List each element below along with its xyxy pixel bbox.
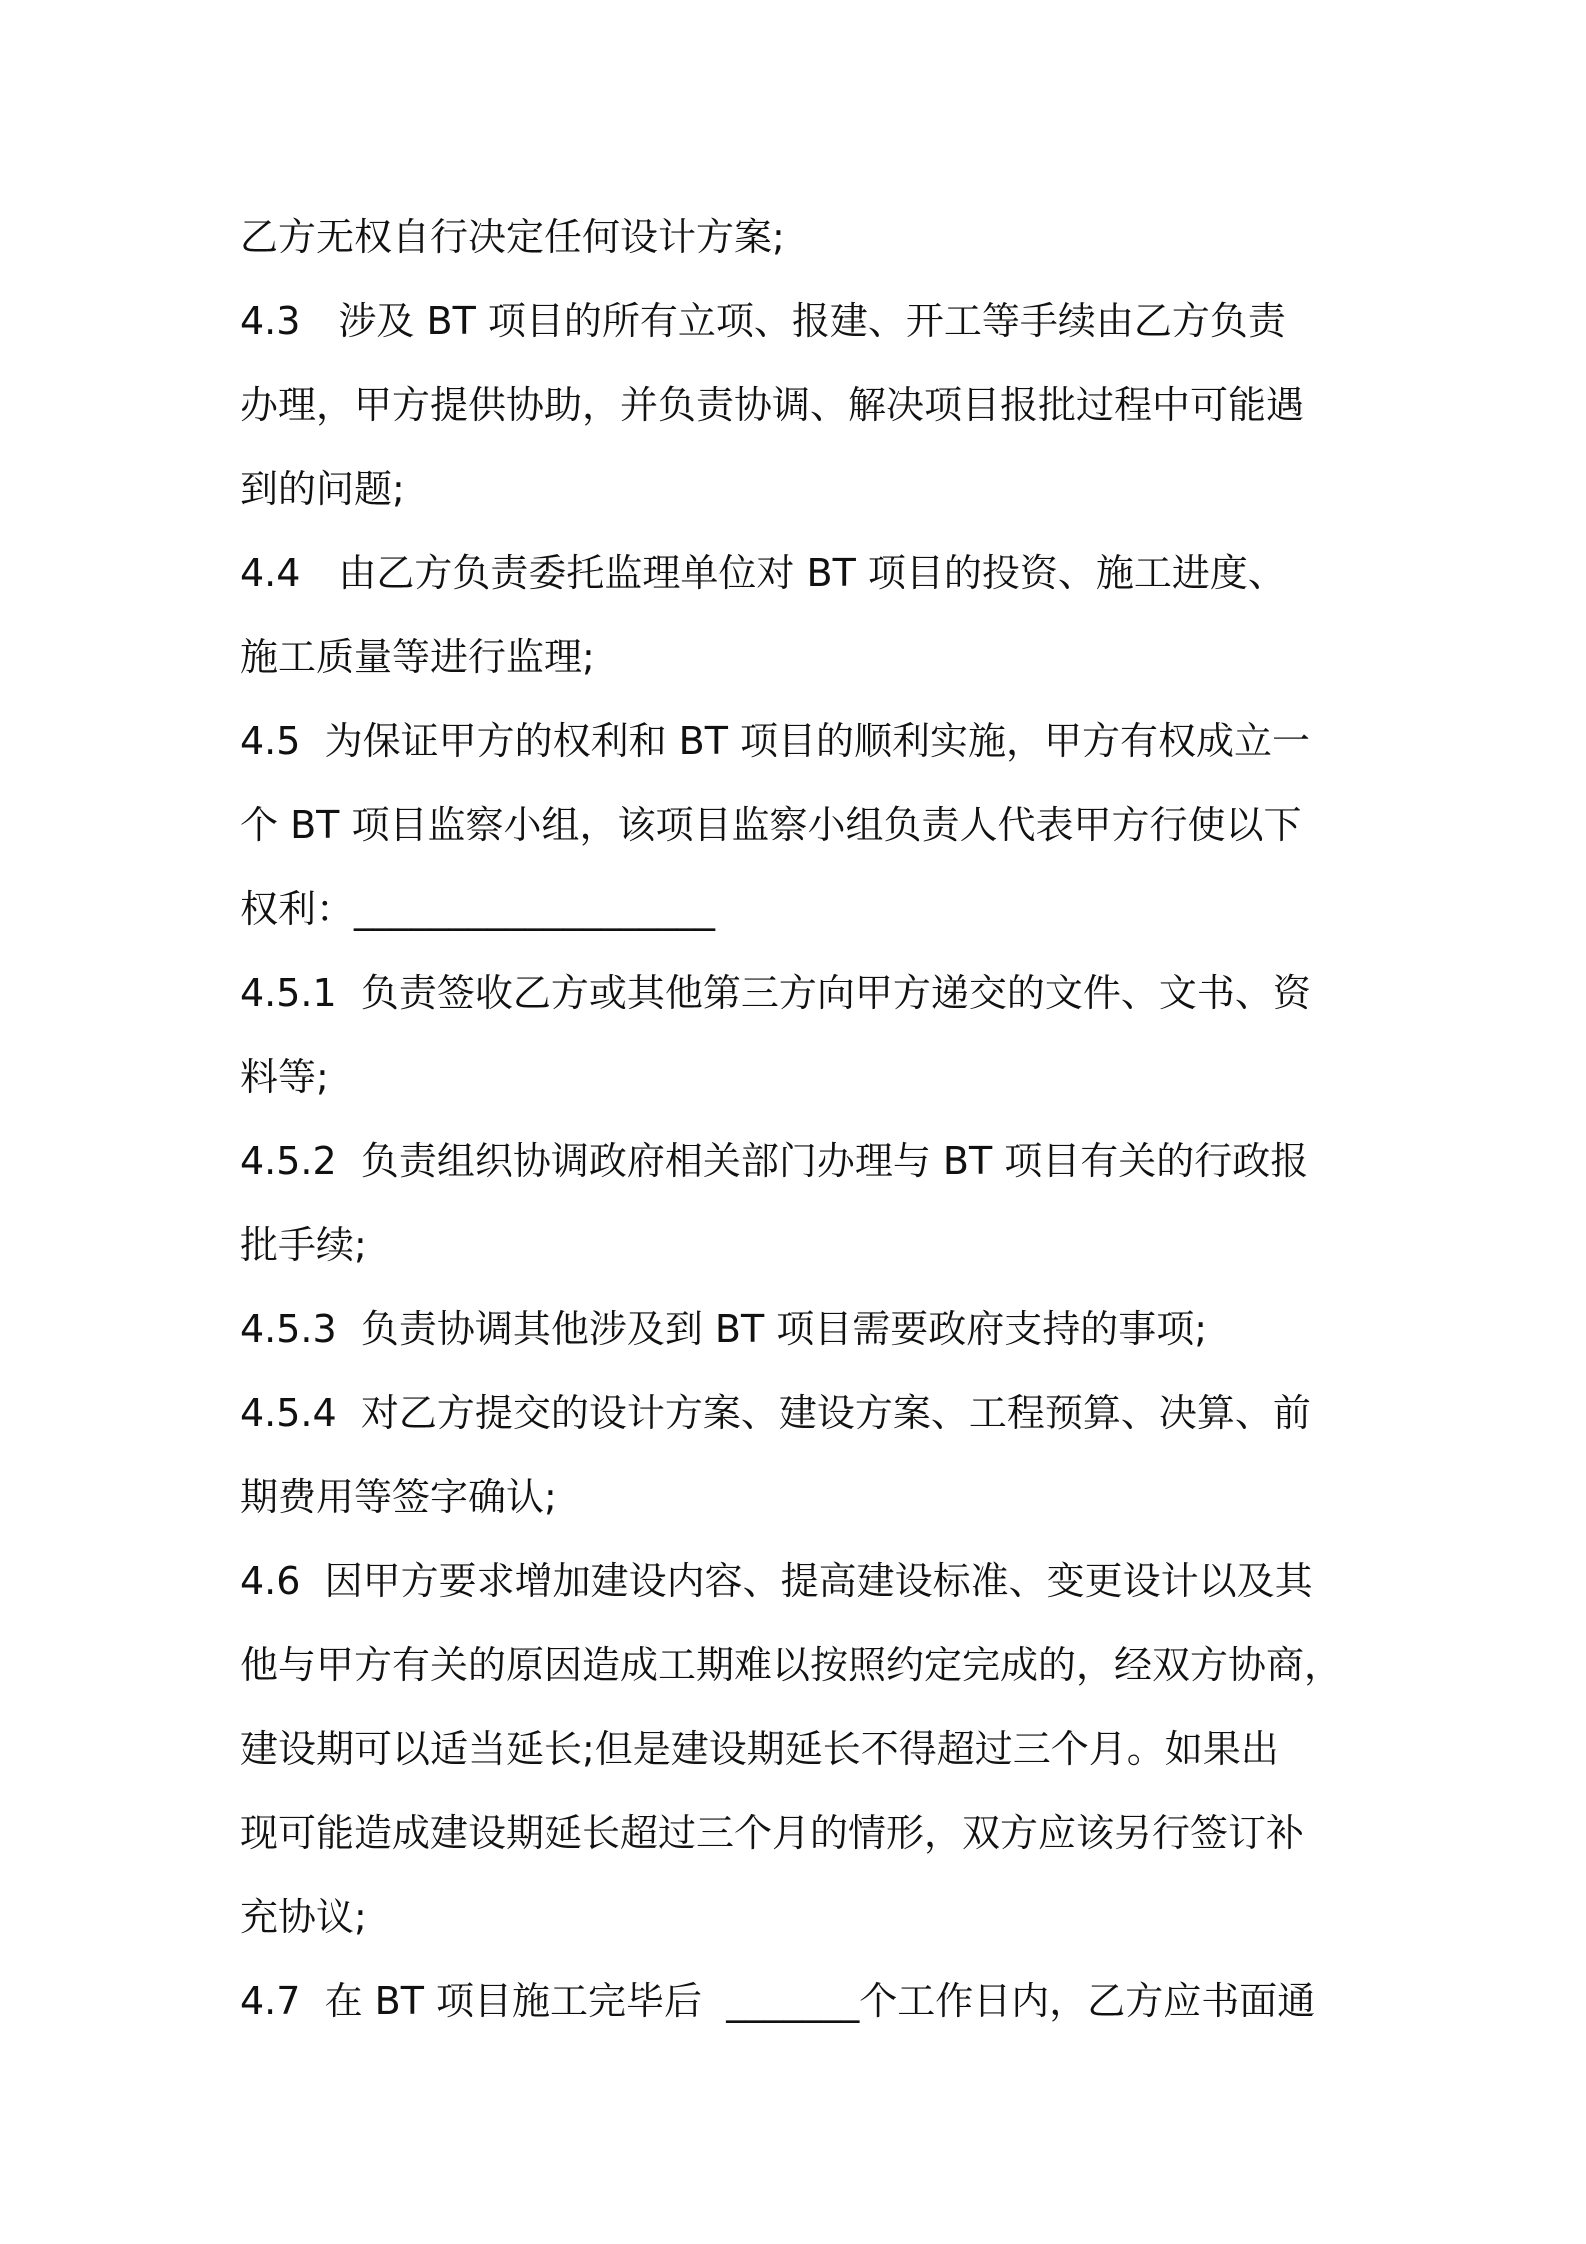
contract-text — [240, 195, 1365, 2043]
text-line-with-blank: 权利：___________________ — [240, 887, 716, 931]
clause-4-5-line: 4.5 为保证甲方的权利和 BT 项目的顺利实施，甲方有权成立一 — [240, 719, 1311, 763]
clause-4-5-4-line: 4.5.4 对乙方提交的设计方案、建设方案、工程预算、决算、前 — [240, 1391, 1311, 1435]
clause-4-5-2-line: 4.5.2 负责组织协调政府相关部门办理与 BT 项目有关的行政报 — [240, 1139, 1309, 1183]
clause-4-4-line: 4.4 由乙方负责委托监理单位对 BT 项目的投资、施工进度、 — [240, 551, 1286, 595]
clause-4-5-1-line: 4.5.1 负责签收乙方或其他第三方向甲方递交的文件、文书、资 — [240, 971, 1311, 1015]
clause-4-3-line: 4.3 涉及 BT 项目的所有立项、报建、开工等手续由乙方负责 — [240, 299, 1286, 343]
text-line: 料等; — [240, 1055, 329, 1099]
text-line: 个 BT 项目监察小组，该项目监察小组负责人代表甲方行使以下 — [240, 803, 1302, 847]
text-line: 施工质量等进行监理; — [240, 635, 595, 679]
text-line: 充协议; — [240, 1895, 367, 1939]
text-line: 办理，甲方提供协助，并负责协调、解决项目报批过程中可能遇 — [240, 383, 1305, 427]
clause-4-6-line: 4.6 因甲方要求增加建设内容、提高建设标准、变更设计以及其 — [240, 1559, 1313, 1603]
clause-4-7-line: 4.7 在 BT 项目施工完毕后 _______个工作日内，乙方应书面通 — [240, 1979, 1316, 2023]
text-line: 期费用等签字确认; — [240, 1475, 557, 1519]
text-line: 批手续; — [240, 1223, 367, 1267]
text-line: 他与甲方有关的原因造成工期难以按照约定完成的，经双方协商， — [240, 1643, 1343, 1687]
text-line: 乙方无权自行决定任何设计方案; — [240, 215, 785, 259]
text-line: 建设期可以适当延长;但是建设期延长不得超过三个月。如果出 — [240, 1727, 1279, 1771]
text-line: 现可能造成建设期延长超过三个月的情形，双方应该另行签订补 — [240, 1811, 1305, 1855]
text-line: 到的问题; — [240, 467, 405, 511]
clause-4-5-3-line: 4.5.3 负责协调其他涉及到 BT 项目需要政府支持的事项; — [240, 1307, 1208, 1351]
